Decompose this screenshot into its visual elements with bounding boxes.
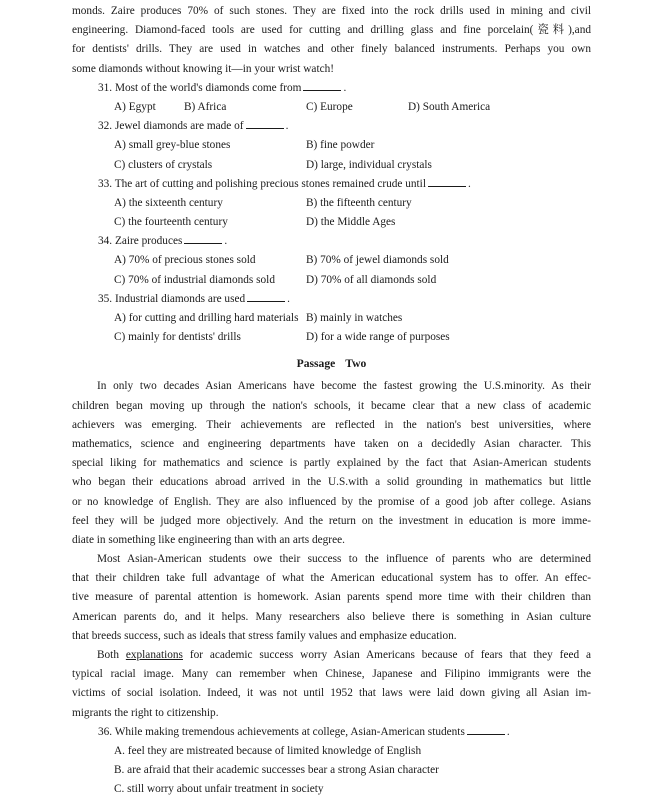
- option-d[interactable]: D) the Middle Ages: [306, 216, 396, 229]
- question-stem: 31. Most of the world's diamonds come from .: [72, 79, 591, 98]
- question-33: [72, 175, 591, 233]
- option-a[interactable]: A) the sixteenth century: [114, 196, 223, 209]
- question-36: [72, 723, 591, 800]
- question-31: [72, 79, 591, 117]
- text-line: migrants the right to citizenship.: [72, 706, 219, 719]
- question-stem: 35. Industrial diamonds are used .: [72, 290, 591, 309]
- options-row: [72, 136, 591, 155]
- options-row: [72, 98, 591, 117]
- option-b[interactable]: B. are afraid that their academic successes bear a strong Asian character: [114, 764, 439, 777]
- options-row: [72, 194, 591, 213]
- option-c[interactable]: C) clusters of crystals: [114, 158, 213, 171]
- section-heading: [72, 351, 591, 377]
- option-d[interactable]: D) South America: [408, 100, 491, 113]
- question-stem: 34. Zaire produces .: [72, 232, 591, 251]
- text-line: American parents do, and it helps. Many researchers also believe there is something in Asian culture: [72, 610, 591, 623]
- option-c[interactable]: C) 70% of industrial diamonds sold: [114, 273, 275, 286]
- option-c[interactable]: C) the fourteenth century: [114, 216, 228, 229]
- options-row: [72, 309, 591, 328]
- text-line: some diamonds without knowing it—in your wrist watch!: [72, 62, 335, 75]
- heading-word: Two: [345, 357, 367, 371]
- question-35: [72, 290, 591, 348]
- paragraph-2: [72, 550, 591, 646]
- passage-one-tail: [72, 2, 591, 79]
- answer-blank[interactable]: [467, 723, 505, 735]
- options-row: [72, 271, 591, 290]
- option-b[interactable]: B) fine powder: [306, 139, 375, 152]
- option-b[interactable]: B) 70% of jewel diamonds sold: [306, 254, 449, 267]
- answer-blank[interactable]: [303, 79, 341, 91]
- text-line: who began their educations abroad arrived in the U.S.with a solid grounding in mathematics but little: [72, 476, 591, 489]
- options-row: [72, 251, 591, 270]
- underlined-word: explanations: [125, 649, 183, 661]
- text-line: that breeds success, such as ideals that stress family values and emphasize education.: [72, 629, 457, 642]
- option-a[interactable]: A) Egypt: [114, 100, 156, 113]
- question-32: [72, 117, 591, 175]
- answer-blank[interactable]: [184, 232, 222, 244]
- option-c[interactable]: C) Europe: [306, 100, 353, 113]
- answer-blank[interactable]: [246, 117, 284, 129]
- text-line: feel they will be judged more objectively. And the return on the investment in education is more imme-: [72, 514, 591, 527]
- answer-blank[interactable]: [428, 175, 466, 187]
- question-stem: 36. While making tremendous achievements at college, Asian-American students .: [72, 723, 591, 742]
- question-stem: 32. Jewel diamonds are made of .: [72, 117, 591, 136]
- option-b[interactable]: B) mainly in watches: [306, 312, 403, 324]
- answer-blank[interactable]: [247, 290, 285, 302]
- text-line: tive measure of parental attention is homework. Asian parents spend more time with their children than: [72, 591, 591, 604]
- text-line: for dentists' drills. They are used in watches and other finely balanced instruments. Perhaps you own: [72, 43, 591, 56]
- option-b[interactable]: B) Africa: [184, 100, 227, 113]
- text-line: engineering. Diamond-faced tools are used for cutting and drilling glass and fine porcelain(瓷料),and: [72, 24, 591, 37]
- text-line: achievers was emerging. Their achievements are reflected in the nation's best universities, where: [72, 418, 591, 431]
- option-a[interactable]: A) for cutting and drilling hard materials: [114, 312, 299, 324]
- text-line: In only two decades Asian Americans have become the fastest growing the U.S.minority. As their: [97, 380, 591, 393]
- text-line: monds. Zaire produces 70% of such stones. They are fixed into the rock drills used in mining and civil: [72, 5, 591, 17]
- text-line: or no knowledge of English. They are also influenced by the promise of a good job after college. Asians: [72, 495, 591, 508]
- text-line: typical racial image. Many can remember when Chinese, Japanese and Filipino immigrants were the: [72, 668, 591, 681]
- text-line: special liking for mathematics and science is partly explained by the fact that Asian-American students: [72, 457, 591, 470]
- text-line: mathematics, science and engineering departments have taken on a decidedly Asian character. This: [72, 437, 591, 450]
- options-row: [72, 213, 591, 232]
- options-row: [72, 328, 591, 347]
- option-c[interactable]: C. still worry about unfair treatment in society: [114, 783, 324, 796]
- question-34: [72, 232, 591, 290]
- option-d[interactable]: D) for a wide range of purposes: [306, 331, 450, 344]
- paragraph-3: [72, 646, 591, 723]
- text-line: victims of social isolation. Indeed, it was not until 1952 that laws were laid down giving all Asian im-: [72, 687, 591, 700]
- option-b[interactable]: B) the fifteenth century: [306, 196, 412, 209]
- option-a[interactable]: A) small grey-blue stones: [114, 139, 231, 152]
- text-line: that their children take full advantage of what the American educational system has to offer. An effec-: [72, 572, 591, 585]
- option-c[interactable]: C) mainly for dentists' drills: [114, 331, 241, 344]
- text-line: diate in something like engineering than with an arts degree.: [72, 533, 345, 546]
- heading-word: Passage: [296, 357, 336, 371]
- option-a[interactable]: A) 70% of precious stones sold: [114, 254, 256, 267]
- text-line: children began moving up through the nation's schools, it became clear that a new class of academic: [72, 399, 591, 412]
- text-line: Both explanations for academic success worry Asian Americans because of fears that they feed a: [97, 649, 591, 661]
- option-d[interactable]: D) 70% of all diamonds sold: [306, 273, 437, 286]
- option-d[interactable]: D) large, individual crystals: [306, 158, 432, 171]
- option-a[interactable]: A. feel they are mistreated because of limited knowledge of English: [114, 744, 422, 757]
- options-row: [72, 156, 591, 175]
- paragraph-1: [72, 377, 591, 550]
- text-line: Most Asian-American students owe their success to the influence of parents who are determined: [97, 553, 591, 566]
- question-stem: 33. The art of cutting and polishing precious stones remained crude until .: [72, 175, 591, 194]
